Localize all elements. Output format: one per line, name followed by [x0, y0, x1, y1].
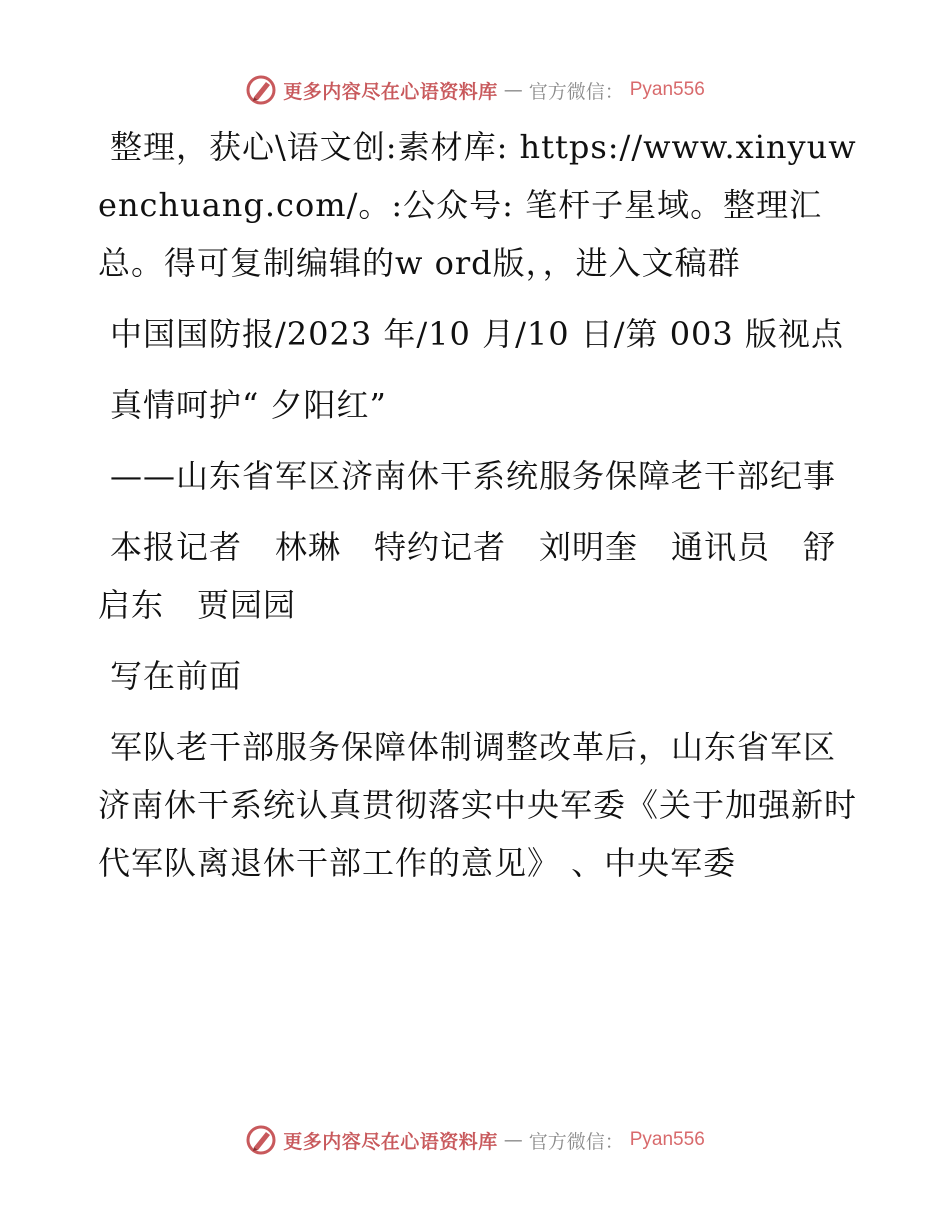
- watermark-wechat-id: Pyan556: [629, 1129, 705, 1150]
- pen-logo-icon: [245, 74, 277, 106]
- watermark-wechat-id: Pyan556: [629, 79, 705, 100]
- watermark-wechat-label: 官方微信：: [528, 1130, 624, 1153]
- pen-logo-icon: [245, 1124, 277, 1156]
- publication-info: 中国国防报/2023 年/10 月/10 日/第 003 版视点: [110, 315, 844, 353]
- watermark-separator: —: [503, 1129, 523, 1151]
- document-body: [98, 118, 858, 905]
- section-heading: 写在前面: [110, 657, 243, 695]
- body-paragraph: 军队老干部服务保障体制调整改革后，山东省军区济南休干系统认真贯彻落实中央军委《关于加强新时代军队离退休干部工作的意见》 、中央军委: [98, 728, 858, 882]
- watermark-wechat-label: 官方微信：: [528, 80, 624, 103]
- watermark-main-text: 更多内容尽在心语资料库: [283, 1130, 498, 1153]
- byline: 本报记者 林琳 特约记者 刘明奎 通讯员 舒启东 贾园园: [98, 528, 837, 624]
- watermark-footer: [0, 1120, 950, 1160]
- watermark-separator: —: [503, 79, 523, 101]
- watermark-header: [0, 70, 950, 110]
- article-subtitle: ——山东省军区济南休干系统服务保障老干部纪事: [110, 457, 837, 495]
- intro-notice: 整理，获心\语文创:素材库: https://www.xinyuwenchuang.com/。:公众号: 笔杆子星域。整理汇总。得可复制编辑的w ord版，，进入文稿群: [98, 128, 857, 282]
- article-title: 真情呵护“ 夕阳红”: [110, 386, 387, 424]
- watermark-main-text: 更多内容尽在心语资料库: [283, 80, 498, 103]
